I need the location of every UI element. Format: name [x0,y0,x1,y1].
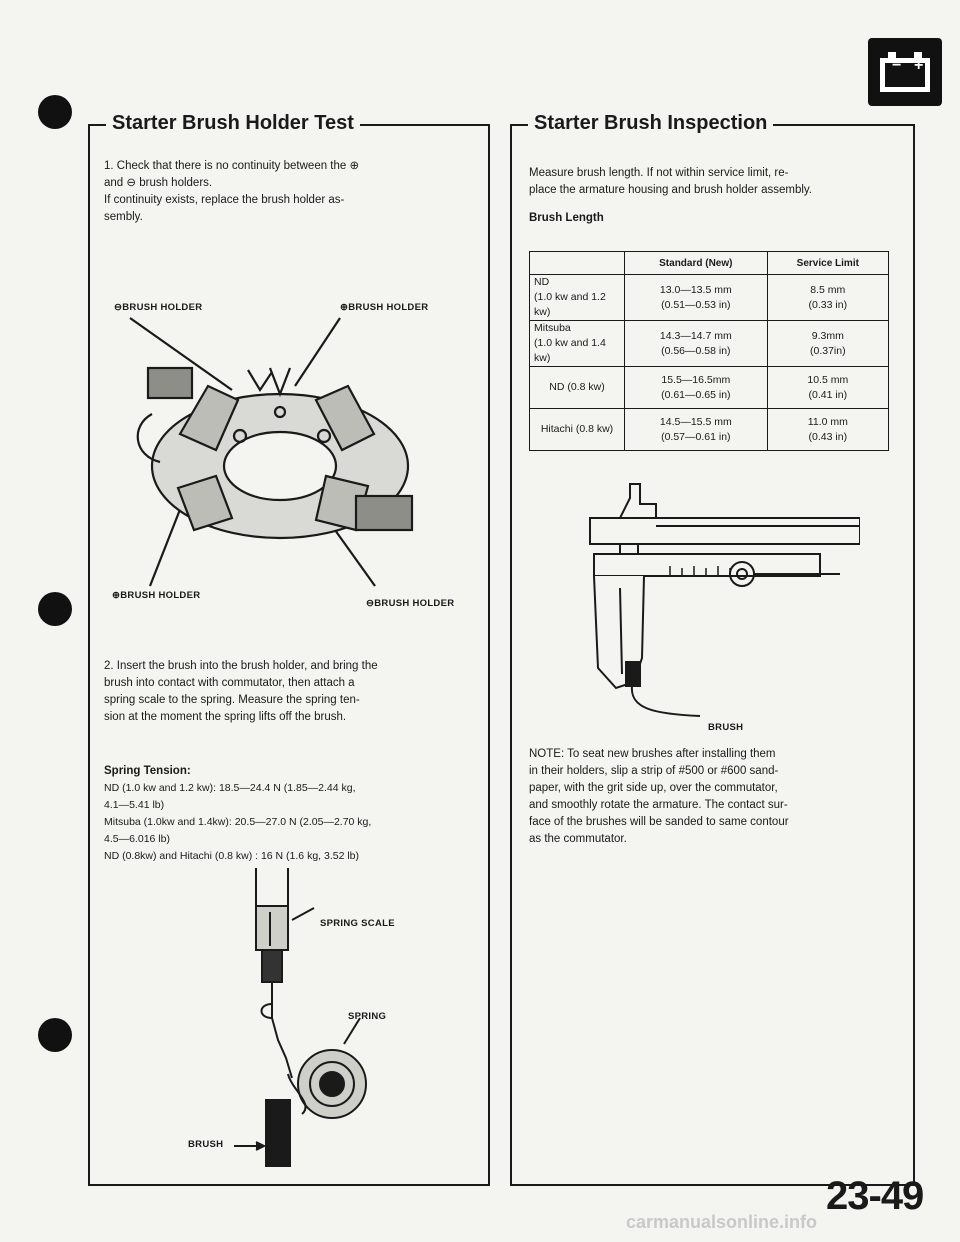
label-brush: BRUSH [188,1139,224,1150]
spring-tension-heading: Spring Tension: [104,765,191,777]
left-section-title: Starter Brush Holder Test [106,112,360,135]
table-row [530,367,889,409]
table-header-service-limit: Service Limit [767,252,888,275]
label-pos-brush-holder-top: ⊕BRUSH HOLDER [340,302,429,313]
step-1-text: 1. Check that there is no continuity between the ⊕ and ⊖ brush holders. If continuity exists, replace the brush holder as- sembly. [104,160,360,223]
table-header-model [530,252,625,275]
watermark: carmanualsonline.info [626,1212,818,1232]
brush-holder-illustration [120,316,450,596]
battery-plus-sign: + [914,57,924,74]
table-cell: ND (0.8 kw) [530,367,625,409]
table-row [530,275,889,321]
binder-hole-3 [38,1018,72,1052]
caliper-illustration [560,478,860,738]
label-neg-brush-holder-top: ⊖BRUSH HOLDER [114,302,203,313]
table-cell: 10.5 mm (0.41 in) [767,367,888,409]
step-2-text: 2. Insert the brush into the brush holder, and bring the brush into contact with commutator, then attach a spring scale to the spring. Measure the spring ten- sion at the moment the spring lifts off the brush. [104,660,378,723]
table-cell: 15.5—16.5mm (0.61—0.65 in) [625,367,768,409]
label-caliper-brush: BRUSH [708,722,744,733]
battery-icon [868,38,942,106]
table-cell: Mitsuba (1.0 kw and 1.4 kw) [530,321,625,367]
table-cell: 9.3mm (0.37in) [767,321,888,367]
inspection-intro: Measure brush length. If not within service limit, re- place the armature housing and brush holder assembly. [529,167,812,196]
table-cell: 11.0 mm (0.43 in) [767,409,888,451]
table-cell: 13.0—13.5 mm (0.51—0.53 in) [625,275,768,321]
label-neg-brush-holder-bottom: ⊖BRUSH HOLDER [366,598,455,609]
table-cell: Hitachi (0.8 kw) [530,409,625,451]
battery-minus-sign: − [892,57,902,74]
table-cell: 8.5 mm (0.33 in) [767,275,888,321]
table-cell: 14.3—14.7 mm (0.56—0.58 in) [625,321,768,367]
table-header-row [530,252,889,275]
note-text: NOTE: To seat new brushes after installing them in their holders, slip a strip of #500 or #600 sand- paper, with the grit side up, over the commutator, and smoothly rotate the armature. The contact sur- face of the brushes will be sanded to same contour as the commutator. [529,748,789,845]
brush-length-title: Brush Length [529,212,604,224]
label-spring: SPRING [348,1011,387,1022]
page-number: 23-49 [826,1174,924,1218]
right-section-title: Starter Brush Inspection [528,112,773,135]
table-cell: 14.5—15.5 mm (0.57—0.61 in) [625,409,768,451]
table-cell: ND (1.0 kw and 1.2 kw) [530,275,625,321]
binder-hole-1 [38,95,72,129]
label-spring-scale: SPRING SCALE [320,918,395,929]
brush-length-table [529,251,889,451]
table-header-standard: Standard (New) [625,252,768,275]
table-row [530,409,889,451]
label-pos-brush-holder-bottom: ⊕BRUSH HOLDER [112,590,201,601]
table-row [530,321,889,367]
binder-hole-2 [38,592,72,626]
spring-tension-values: ND (1.0 kw and 1.2 kw): 18.5—24.4 N (1.85—2.44 kg, 4.1—5.41 lb) Mitsuba (1.0kw and 1.4kw): 20.5—27.0 N (2.05—2.70 kg, 4.5—6.016 lb) ND (0.8kw) and Hitachi (0.8 kw) : 16 N (1.6 kg, 3.52 lb) [104,782,372,862]
